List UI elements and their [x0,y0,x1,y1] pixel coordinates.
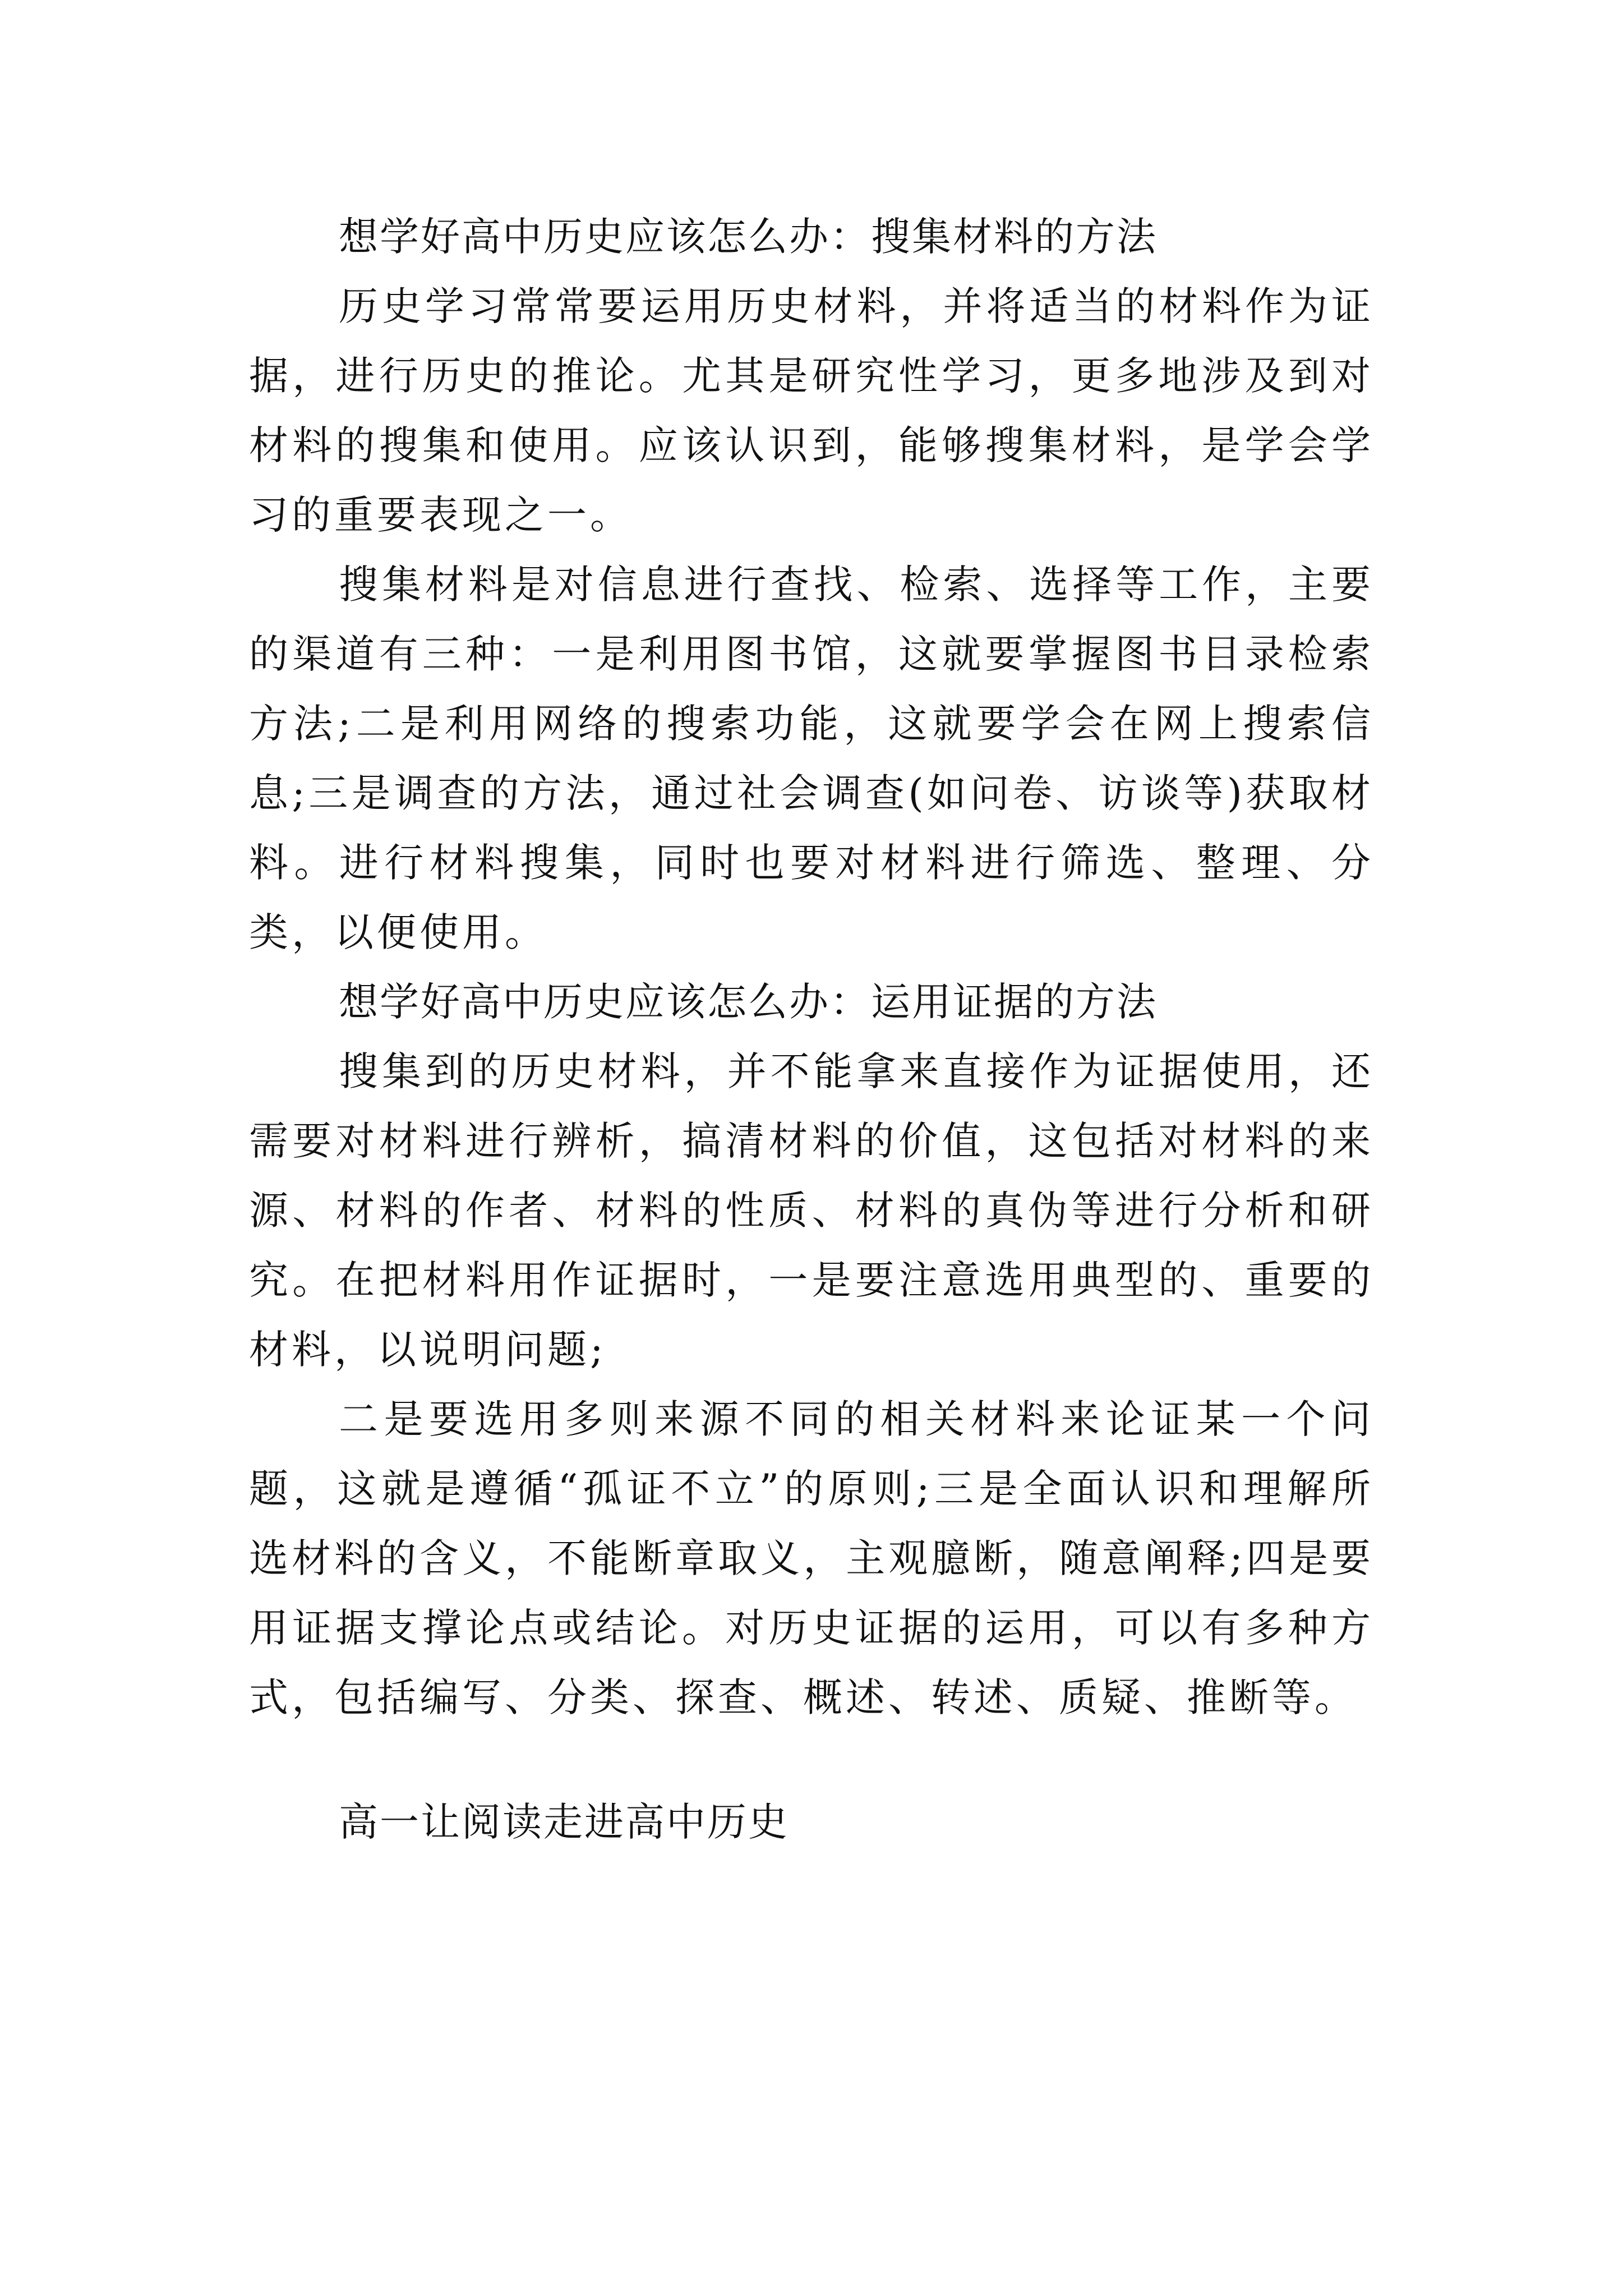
paragraph-history-materials: 历史学习常常要运用历史材料，并将适当的材料作为证据，进行历史的推论。尤其是研究性学习，更多地涉及到对材料的搜集和使用。应该认识到，能够搜集材料，是学会学习的重要表现之一。 [249,283,1374,538]
paragraph-evidence-analysis: 搜集到的历史材料，并不能拿来直接作为证据使用，还需要对材料进行辨析，搞清材料的价值，这包括对材料的来源、材料的作者、材料的性质、材料的真伪等进行分析和研究。在把材料用作证据时，一是要注意选用典型的、重要的材料，以说明问题; [249,1048,1374,1373]
paragraph-collection-channels: 搜集材料是对信息进行查找、检索、选择等工作，主要的渠道有三种：一是利用图书馆，这就要掌握图书目录检索方法;二是利用网络的搜索功能，这就要学会在网上搜索信息;三是调查的方法，通过社会调查(如问卷、访谈等)获取材料。进行材料搜集，同时也要对材料进行筛选、整理、分类，以便使用。 [249,562,1374,955]
paragraph-evidence-principles: 二是要选用多则来源不同的相关材料来论证某一个问题，这就是遵循“孤证不立”的原则;三是全面认识和理解所选材料的含义，不能断章取义，主观臆断，随意阐释;四是要用证据支撑论点或结论。对历史证据的运用，可以有多种方式，包括编写、分类、探查、概述、转述、质疑、推断等。 [249,1396,1374,1720]
section-heading-reading-history: 高一让阅读走进高中历史 [339,1799,789,1845]
section-heading-collecting-materials: 想学好高中历史应该怎么办：搜集材料的方法 [339,214,1158,260]
document-body [249,202,1374,1857]
section-heading-using-evidence: 想学好高中历史应该怎么办：运用证据的方法 [339,979,1158,1025]
